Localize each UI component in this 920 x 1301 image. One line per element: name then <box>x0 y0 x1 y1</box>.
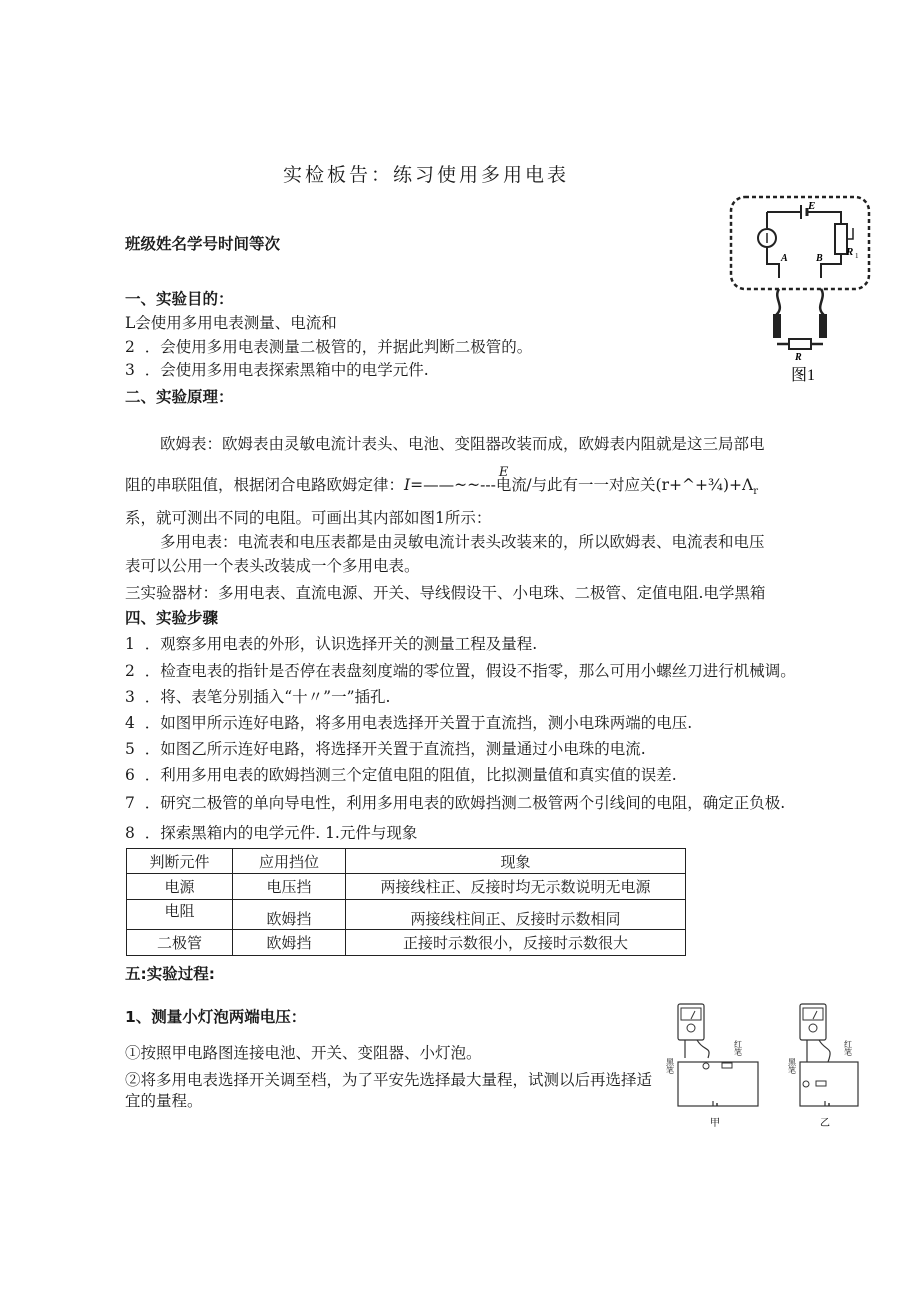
label-terminal-b: B <box>816 253 823 264</box>
figure-1-ohmmeter-circuit <box>725 192 875 384</box>
principle-paragraph-2 <box>125 465 759 498</box>
objective-item-3: 3 ．会使用多用电表探索黑箱中的电学元件. <box>125 361 429 379</box>
section-4-heading: 四、实验步骤 <box>125 609 219 627</box>
table-cell: 电压挡 <box>233 874 346 900</box>
formula-tail: /与此有一一对应关(r+^+¾)+Λ <box>526 476 754 494</box>
label-resistor: R <box>795 352 802 363</box>
page-title: 实检板告：练习使用多用电表 <box>283 164 570 186</box>
table-row <box>127 900 686 930</box>
table-cell: 电源 <box>127 874 233 900</box>
label-red-pen: 红笔 <box>733 1040 743 1056</box>
step-4: 4 ．如图甲所示连好电路，将多用电表选择开关置于直流挡，测小电珠两端的电压. <box>125 714 693 732</box>
principle-paragraph-4: 多用电表：电流表和电压表都是由灵敏电流计表头改装来的，所以欧姆表、电流表和电压 <box>160 533 765 551</box>
table-cell: 两接线柱正、反接时均无示数说明无电源 <box>346 874 686 900</box>
table-row <box>127 874 686 900</box>
label-r1: R <box>846 246 854 258</box>
objective-item-2: 2 ．会使用多用电表测量二极管的，并据此判断二极管的。 <box>125 338 533 356</box>
objective-item-1: L会使用多用电表测量、电流和 <box>125 314 337 332</box>
section-5-heading: 五:实验过程: <box>125 965 215 983</box>
step-7: 7 ．研究二极管的单向导电性，利用多用电表的欧姆挡测二极管两个引线间的电阻，确定正负极. <box>125 794 786 812</box>
class-info-line: 班级姓名学号时间等次 <box>125 235 281 253</box>
caption-yi: 乙 <box>820 1118 830 1129</box>
section-3-equipment: 三实验器材：多用电表、直流电源、开关、导线假设干、小电珠、二极管、定值电阻.电学黑箱 <box>125 584 766 602</box>
component-phenomenon-table <box>126 848 686 956</box>
label-black-pen: 黑笔 <box>787 1058 797 1074</box>
section-2-heading: 二、实验原理： <box>125 388 234 406</box>
table-header-row <box>127 849 686 874</box>
table-header-cell: 现象 <box>346 849 686 874</box>
process-item-1: ①按照甲电路图连接电池、开关、变阻器、小灯泡。 <box>125 1044 482 1062</box>
formula-current-symbol: I <box>404 476 411 494</box>
circuit-jia <box>665 1004 759 1129</box>
label-terminal-a: A <box>781 253 788 264</box>
principle-paragraph-3: 系，就可测出不同的电阻。可画出其内部如图1所示： <box>125 509 492 527</box>
table-header-cell: 判断元件 <box>127 849 233 874</box>
table-cell: 欧姆挡 <box>233 930 346 956</box>
figure-1-caption: 图1 <box>791 367 816 384</box>
formula-subscript: r <box>753 486 759 498</box>
caption-jia: 甲 <box>710 1118 720 1129</box>
step-1: 1 ．观察多用电表的外形，认识选择开关的测量工程及量程. <box>125 635 538 653</box>
formula-emf-symbol: E <box>498 465 509 480</box>
table-cell: 欧姆挡 <box>233 900 346 930</box>
table-cell: 电阻 <box>127 900 233 930</box>
table-cell: 两接线柱间正、反接时示数相同 <box>346 900 686 930</box>
step-5: 5 ．如图乙所示连好电路，将选择开关置于直流挡，测量通过小电珠的电流. <box>125 740 646 758</box>
principle-paragraph-1: 欧姆表：欧姆表由灵敏电流计表头、电池、变阻器改装而成，欧姆表内阻就是这三局部电 <box>160 435 765 453</box>
process-item-2: ②将多用电表选择开关调至档，为了平安先选择最大量程，试测以后再选择适 <box>125 1071 653 1089</box>
sub-heading-voltage: 1、测量小灯泡两端电压： <box>125 1008 307 1026</box>
figure-multimeter-circuits <box>665 1000 868 1130</box>
step-6: 6 ．利用多用电表的欧姆挡测三个定值电阻的阻值，比拟测量值和真实值的误差. <box>125 766 677 784</box>
process-item-2-cont: 宜的量程。 <box>125 1092 203 1110</box>
step-2: 2 ．检查电表的指针是否停在表盘刻度端的零位置，假设不指零，那么可用小螺丝刀进行机械调。 <box>125 662 796 680</box>
table-row <box>127 930 686 956</box>
label-emf: E <box>808 200 816 212</box>
principle-text: 阻的串联阻值，根据闭合电路欧姆定律： <box>125 476 405 494</box>
table-cell: 二极管 <box>127 930 233 956</box>
principle-paragraph-5: 表可以公用一个表头改装成一个多用电表。 <box>125 557 420 575</box>
table-cell: 正接时示数很小，反接时示数很大 <box>346 930 686 956</box>
label-black-pen: 黑笔 <box>665 1058 675 1074</box>
step-3: 3 ．将、表笔分别插入“十〃”一”插孔. <box>125 688 391 706</box>
table-header-cell: 应用挡位 <box>233 849 346 874</box>
step-8: 8 ．探索黑箱内的电学元件. 1.元件与现象 <box>125 824 418 842</box>
section-1-heading: 一、实验目的： <box>125 290 234 308</box>
formula-body: =——~~---电流 <box>410 476 527 494</box>
label-red-pen: 红笔 <box>843 1040 853 1056</box>
circuit-yi <box>787 1004 859 1129</box>
label-r1-sub: 1 <box>855 252 859 260</box>
